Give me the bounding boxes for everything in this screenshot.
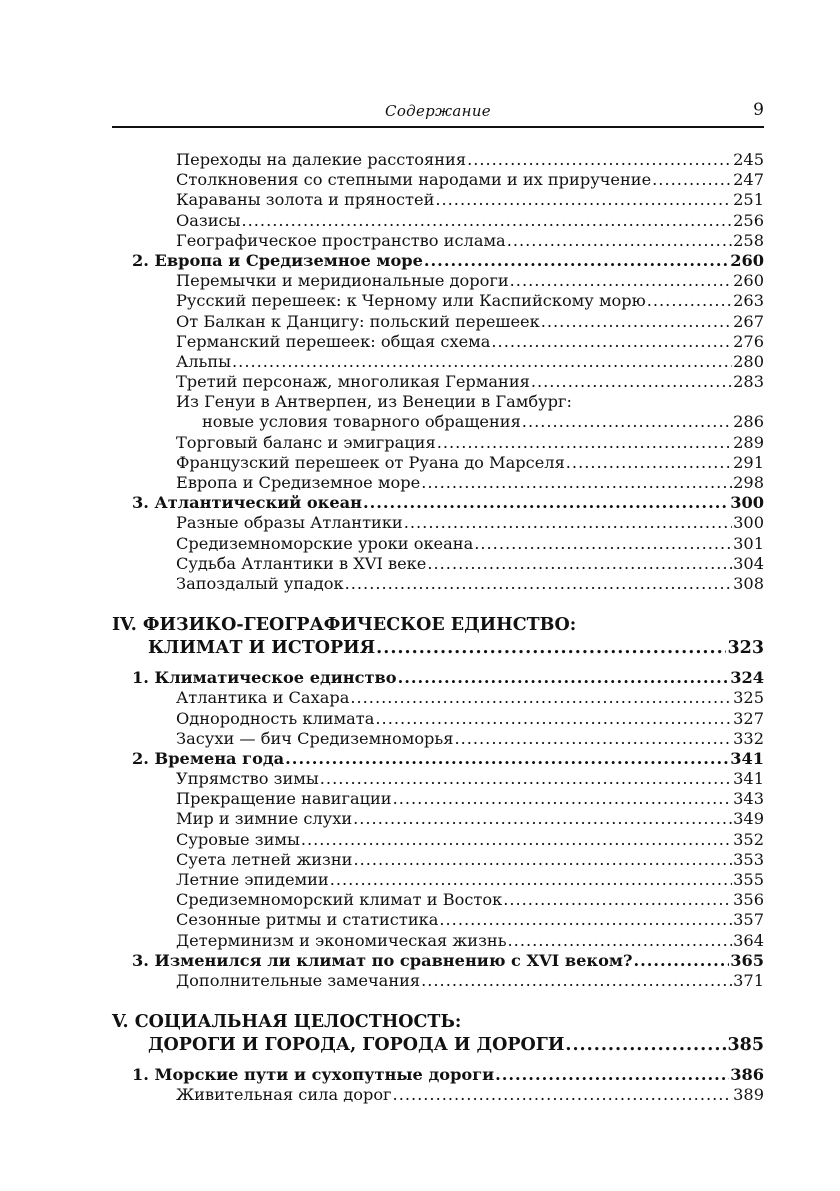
toc-entry-page: 263 [733, 291, 764, 311]
toc-entry[interactable] [112, 352, 764, 372]
leader-dots [508, 931, 733, 951]
toc-entry-page: 258 [733, 230, 764, 250]
leader-dots [647, 291, 732, 311]
toc-entry-title: Караваны золота и пряностей [176, 190, 435, 210]
toc-entry-title: Суета летней жизни [176, 849, 353, 869]
toc-part-title: V. СОЦИАЛЬНАЯ ЦЕЛОСТНОСТЬ: [112, 1012, 462, 1033]
toc-entry-page: 247 [733, 170, 764, 190]
toc-entry-title: Французский перешеек от Руана до Марселя [176, 452, 565, 472]
toc-entry[interactable] [112, 769, 764, 789]
toc-entry-title: Географическое пространство ислама [176, 230, 506, 250]
toc-entry-title: Европа и Средиземное море [176, 473, 421, 492]
toc-entry-title: Перемычки и меридиональные дороги [176, 271, 509, 291]
toc-entry-title: 2. Времена года [132, 748, 285, 768]
leader-dots [435, 190, 732, 210]
toc-entry-title: 3. Атлантический океан [132, 493, 363, 513]
toc-entry-page: 341 [733, 769, 764, 789]
toc-entry[interactable] [112, 231, 764, 251]
leader-dots [232, 352, 732, 372]
toc-entry-page: 357 [733, 910, 764, 930]
leader-dots [421, 971, 732, 991]
toc-entry[interactable] [112, 150, 764, 170]
leader-dots [652, 170, 732, 190]
toc-entry-title: Живительная сила дорог [176, 1085, 392, 1105]
toc-part-title: IV. ФИЗИКО-ГЕОГРАФИЧЕСКОЕ ЕДИНСТВО: [112, 615, 577, 636]
toc-entry[interactable] [112, 211, 764, 231]
toc-entry-title: Прекращение навигации [176, 789, 392, 809]
toc-entry[interactable] [112, 910, 764, 930]
toc-entry-title: Третий персонаж, многоликая Германия [176, 372, 530, 392]
toc-entry[interactable] [112, 830, 764, 850]
toc-entry[interactable] [112, 534, 764, 554]
toc-entry[interactable] [112, 870, 764, 890]
toc-entry[interactable] [112, 688, 764, 708]
leader-dots [393, 789, 733, 809]
leader-dots [522, 412, 732, 432]
page-number: 9 [753, 100, 764, 120]
toc-entry-title: Из Генуи в Антверпен, из Венеции в Гамбург: [176, 392, 572, 412]
toc-entry-page: 323 [727, 638, 764, 659]
toc-section-entry[interactable] [112, 749, 764, 769]
toc-entry[interactable] [112, 291, 764, 311]
leader-dots [437, 433, 732, 453]
toc-entry-multiline-second[interactable] [112, 412, 764, 432]
toc-part-title-cont: ДОРОГИ И ГОРОДА, ГОРОДА И ДОРОГИ [148, 1035, 565, 1056]
toc-entry-page: 304 [733, 553, 764, 573]
toc-entry[interactable] [112, 890, 764, 910]
leader-dots [454, 729, 732, 749]
toc-entry[interactable] [112, 453, 764, 473]
toc-entry-title: Запоздалый упадок [176, 573, 344, 593]
leader-dots [320, 769, 732, 789]
toc-entry-page: 327 [733, 708, 764, 728]
toc-entry-title: От Балкан к Данцигу: польский перешеек [176, 311, 540, 331]
toc-entry-page: 286 [733, 412, 764, 432]
toc-entry-title: Сезонные ритмы и статистика [176, 910, 439, 930]
toc-entry-multiline-first[interactable] [112, 392, 764, 412]
leader-dots [566, 453, 732, 473]
toc-entry-page: 355 [733, 870, 764, 889]
toc-entry-page: 260 [730, 250, 764, 270]
toc-entry-page: 385 [727, 1035, 764, 1056]
toc-entry-title: 2. Европа и Средиземное море [132, 250, 423, 270]
toc-entry[interactable] [112, 729, 764, 749]
leader-dots [424, 251, 729, 271]
toc-entry-page: 364 [733, 930, 764, 950]
toc-entry-page: 349 [733, 809, 764, 829]
toc-entry-page: 298 [733, 473, 764, 492]
toc-entry-title: Суровые зимы [176, 829, 300, 849]
toc-entry-title: Мир и зимние слухи [176, 809, 353, 829]
toc-entry-title: 1. Морские пути и сухопутные дороги [132, 1065, 495, 1085]
toc-entry[interactable] [112, 850, 764, 870]
toc-entry-title: Переходы на далекие расстояния [176, 150, 467, 169]
toc-entry-title-cont: новые условия товарного обращения [202, 412, 521, 432]
toc-entry-page: 341 [730, 748, 764, 768]
toc-entry-title: Дополнительные замечания [176, 970, 421, 990]
toc-entry[interactable] [112, 372, 764, 392]
toc-entry-page: 256 [733, 210, 764, 230]
toc-entry-title: Столкновения со степными народами и их приручение [176, 170, 652, 190]
toc-entry-page: 276 [733, 331, 764, 351]
toc-entry[interactable] [112, 1085, 764, 1105]
toc-section-entry[interactable] [112, 668, 764, 688]
leader-dots [345, 574, 732, 594]
toc-part-heading-cont[interactable] [112, 637, 764, 660]
leader-dots [541, 312, 732, 332]
toc-entry-page: 283 [733, 372, 764, 392]
toc-part-heading[interactable] [112, 614, 764, 637]
toc-entry-title: Разные образы Атлантики [176, 513, 403, 533]
running-title: Содержание [385, 102, 491, 120]
toc-entry-title: Однородность климата [176, 708, 375, 728]
leader-dots [404, 513, 732, 533]
leader-dots [633, 951, 729, 971]
toc-entry[interactable] [112, 271, 764, 291]
toc-part-title-cont: КЛИМАТ И ИСТОРИЯ [148, 638, 376, 659]
toc-entry-title: 1. Климатическое единство [132, 668, 397, 688]
toc-entry-page: 365 [730, 950, 764, 970]
toc-entry-page: 251 [733, 190, 764, 210]
toc-entry-page: 352 [733, 829, 764, 849]
toc-entry-page: 389 [733, 1085, 764, 1105]
toc-entry-title: Засухи — бич Средиземноморья [176, 728, 454, 748]
toc-entry[interactable] [112, 332, 764, 352]
running-header [112, 100, 764, 128]
toc-entry-title: Альпы [176, 351, 232, 371]
leader-dots [242, 211, 733, 231]
toc-entry-title: Детерминизм и экономическая жизнь [176, 930, 507, 950]
leader-dots [474, 534, 732, 554]
toc-entry-page: 289 [733, 432, 764, 452]
leader-dots [375, 709, 732, 729]
leader-dots [353, 809, 732, 829]
toc-entry[interactable] [112, 190, 764, 210]
toc-entry[interactable] [112, 789, 764, 809]
leader-dots [565, 1034, 726, 1057]
leader-dots [427, 554, 732, 574]
toc-entry-page: 300 [730, 493, 764, 513]
toc-entry-title: Судьба Атлантики в XVI веке [176, 553, 427, 573]
toc-entry[interactable] [112, 809, 764, 829]
toc-entry-page: 300 [733, 513, 764, 533]
toc-section-entry[interactable] [112, 1065, 764, 1085]
leader-dots [503, 890, 732, 910]
toc-entry-page: 356 [733, 890, 764, 910]
toc-entry-title: Русский перешеек: к Черному или Каспийскому морю [176, 291, 646, 311]
toc-entry[interactable] [112, 433, 764, 453]
toc-entry[interactable] [112, 709, 764, 729]
leader-dots [301, 830, 732, 850]
toc-entry[interactable] [112, 170, 764, 190]
leader-dots [353, 850, 732, 870]
toc-entry-page: 308 [733, 573, 764, 593]
leader-dots [376, 637, 726, 660]
toc-entry-page: 260 [733, 271, 764, 291]
toc-entry-page: 280 [733, 351, 764, 371]
toc-entry-page: 267 [733, 311, 764, 331]
toc-entry-page: 332 [733, 728, 764, 748]
toc-entry-page: 343 [733, 789, 764, 809]
toc-entry-title: Оазисы [176, 210, 241, 230]
toc-section-entry[interactable] [112, 251, 764, 271]
toc-entry-page: 301 [733, 533, 764, 553]
toc-entry-title: Средиземноморские уроки океана [176, 533, 474, 553]
leader-dots [507, 231, 732, 251]
toc-entry-title: Летние эпидемии [176, 870, 329, 889]
leader-dots [510, 271, 732, 291]
leader-dots [421, 473, 732, 493]
toc-entry-title: Атлантика и Сахара [176, 688, 350, 708]
toc-entry[interactable] [112, 554, 764, 574]
toc-entry-page: 386 [730, 1065, 764, 1085]
toc-entry[interactable] [112, 971, 764, 991]
toc-entry-page: 371 [733, 970, 764, 990]
leader-dots [285, 749, 729, 769]
toc-entry-title: Торговый баланс и эмиграция [176, 432, 436, 452]
toc-entry-title: Упрямство зимы [176, 769, 319, 789]
toc-entry[interactable] [112, 312, 764, 332]
leader-dots [350, 688, 732, 708]
toc-entry-title: Германский перешеек: общая схема [176, 331, 491, 351]
toc-entry[interactable] [112, 931, 764, 951]
table-of-contents [112, 150, 764, 1106]
leader-dots [363, 493, 729, 513]
toc-entry[interactable] [112, 473, 764, 493]
toc-entry-title: 3. Изменился ли климат по сравнению с XVI веком? [132, 950, 633, 970]
leader-dots [330, 870, 732, 890]
toc-entry-page: 291 [733, 452, 764, 472]
toc-entry[interactable] [112, 513, 764, 533]
toc-entry-title: Средиземноморский климат и Восток [176, 890, 503, 910]
leader-dots [439, 910, 732, 930]
toc-entry-page: 353 [733, 849, 764, 869]
toc-entry-page: 245 [733, 150, 764, 169]
toc-section-entry[interactable] [112, 493, 764, 513]
leader-dots [491, 332, 732, 352]
toc-part-heading[interactable] [112, 1011, 764, 1034]
leader-dots [393, 1085, 733, 1105]
leader-dots [495, 1065, 729, 1085]
toc-entry-page: 325 [733, 688, 764, 708]
leader-dots [467, 150, 732, 170]
toc-part-heading-cont[interactable] [112, 1034, 764, 1057]
toc-section-entry[interactable] [112, 951, 764, 971]
toc-entry-page: 324 [730, 668, 764, 688]
leader-dots [398, 668, 730, 688]
leader-dots [531, 372, 732, 392]
toc-entry[interactable] [112, 574, 764, 594]
